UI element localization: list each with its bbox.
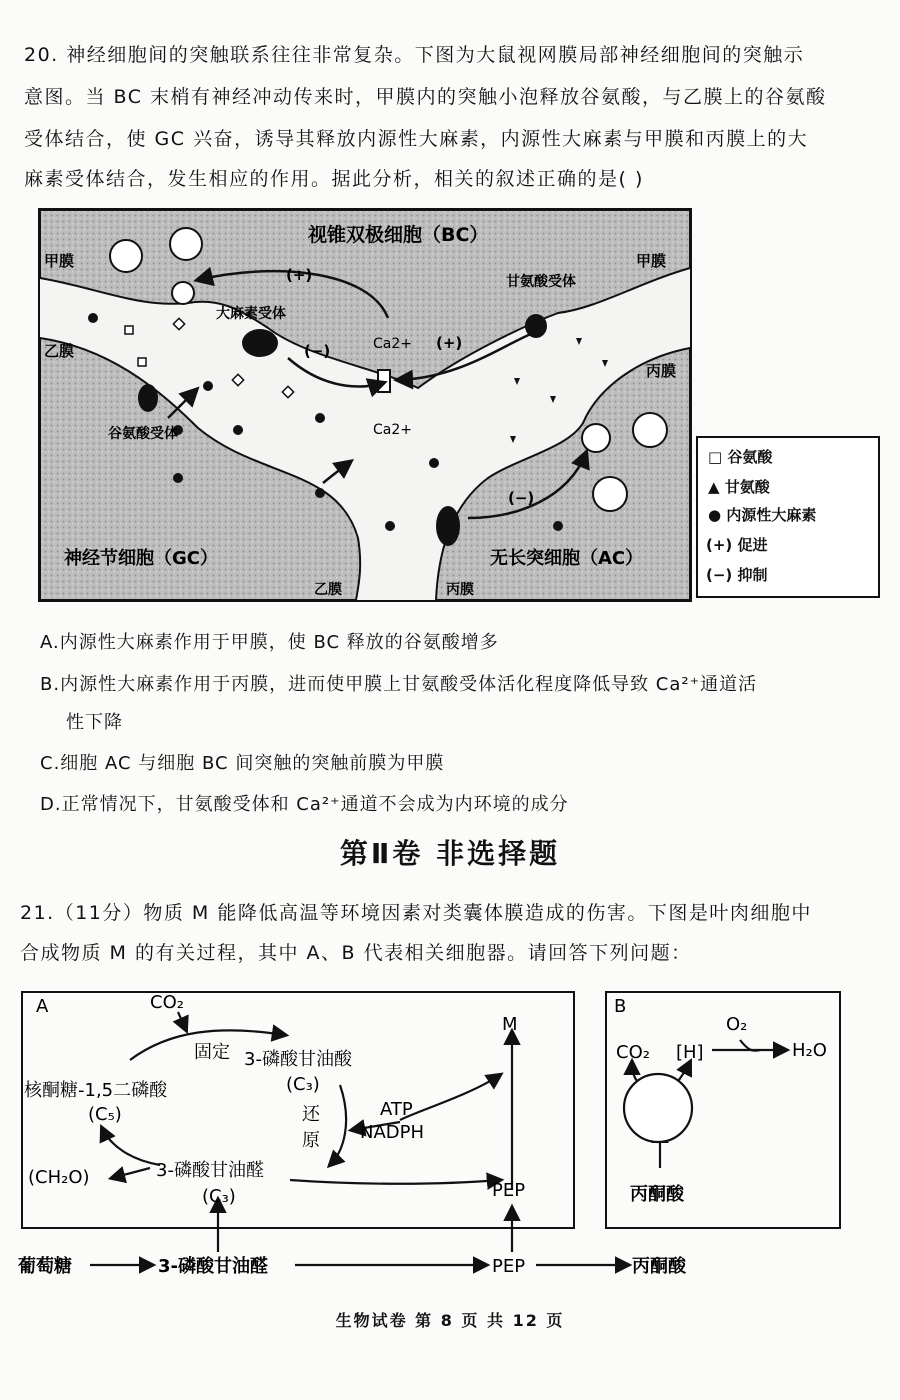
glutamate-icon: □: [708, 448, 723, 466]
pga-label: 3-磷酸甘油酸: [244, 1049, 352, 1070]
b-o2-label: O₂: [726, 1014, 748, 1035]
legend-item-cannabinoid: ● 内源性大麻素: [708, 506, 817, 524]
synapse-diagram: [38, 208, 692, 602]
section-title: 第Ⅱ卷 非选择题: [339, 837, 561, 870]
legend-item-glutamate: □ 谷氨酸: [708, 448, 773, 466]
bing-right-label: 丙膜: [646, 362, 677, 380]
yi-left-label: 乙膜: [44, 342, 75, 360]
m-label: M: [502, 1014, 518, 1035]
vesicle-icon: [170, 228, 202, 260]
pep-outer-label: PEP: [492, 1256, 526, 1277]
b-pyruvate-label: 丙酮酸: [630, 1184, 684, 1205]
cannabinoid-icon: ●: [708, 506, 722, 524]
ca-channel-icon: [378, 370, 390, 392]
pep-inner-label: PEP: [492, 1180, 526, 1201]
rubp-label: 核酮糖-1,5二磷酸: [24, 1080, 168, 1101]
b-co2-label: CO₂: [616, 1042, 650, 1063]
legend: [696, 436, 880, 598]
vesicle-icon: [110, 240, 142, 272]
promote-label-2: (+): [436, 334, 463, 352]
q20-line-2: 意图。当 BC 末梢有神经冲动传来时，甲膜内的突触小泡释放谷氨酸，与乙膜上的谷氨酸: [24, 86, 827, 108]
legend-item-promote: (+) 促进: [706, 536, 768, 554]
option-d: D.正常情况下，甘氨酸受体和 Ca²⁺通道不会成为内环境的成分: [40, 794, 569, 815]
jia-left-label: 甲膜: [44, 252, 75, 270]
jia-right-label: 甲膜: [636, 252, 667, 270]
cannabinoid-receptor-label: 大麻素受体: [216, 306, 286, 322]
option-a: A.内源性大麻素作用于甲膜，使 BC 释放的谷氨酸增多: [40, 632, 499, 653]
nadph-label: NADPH: [360, 1122, 425, 1143]
glycine-receptor-label: 甘氨酸受体: [506, 274, 576, 290]
pyruvate-outer-label: 丙酮酸: [632, 1256, 686, 1277]
yi-bottom-label: 乙膜: [314, 582, 342, 598]
bc-label: 视锥双极细胞（BC）: [308, 224, 489, 246]
glutamate-receptor-icon: [138, 384, 158, 412]
option-c: C.细胞 AC 与细胞 BC 间突触的突触前膜为甲膜: [40, 753, 445, 774]
box-a-label: A: [36, 996, 49, 1017]
ca-top-label: Ca2+: [373, 336, 412, 352]
legend-item-inhibit: (−) 抑制: [706, 566, 768, 584]
vesicle-icon: [633, 413, 667, 447]
b-h-label: [H]: [676, 1042, 704, 1063]
c3-a-label: (C₃): [286, 1074, 320, 1095]
co2-label: CO₂: [150, 992, 184, 1013]
reduction-label-2: 原: [302, 1130, 320, 1151]
b-matrix-circle: [624, 1074, 692, 1142]
c3-b-label: (C₃): [202, 1186, 236, 1207]
c5-label: (C₅): [88, 1104, 122, 1125]
m-synthesis-diagram: [0, 980, 900, 1290]
reduction-label-1: 还: [302, 1104, 320, 1125]
ca-bottom-label: Ca2+: [373, 422, 412, 438]
g3p-bottom-label: 3-磷酸甘油醛: [158, 1256, 268, 1277]
inhibit-label-2: (−): [508, 489, 535, 507]
bing-bottom-label: 丙膜: [446, 582, 474, 598]
ch2o-label: (CH₂O): [28, 1167, 90, 1188]
ac-label: 无长突细胞（AC）: [490, 548, 644, 569]
cannabinoid-receptor-icon: [436, 506, 460, 546]
legend-item-glycine: ▲ 甘氨酸: [708, 478, 770, 496]
cannabinoid-receptor-icon: [242, 329, 278, 357]
inhibit-label-1: (−): [304, 342, 331, 360]
q20-line-1: 20. 神经细胞间的突触联系往往非常复杂。下图为大鼠视网膜局部神经细胞间的突触示: [24, 44, 805, 66]
option-b: B.内源性大麻素作用于丙膜，进而使甲膜上甘氨酸受体活化程度降低导致 Ca²⁺通道活: [40, 674, 758, 695]
gc-label: 神经节细胞（GC）: [64, 548, 218, 569]
vesicle-icon: [593, 477, 627, 511]
q21-line-1: 21.（11分）物质 M 能降低高温等环境因素对类囊体膜造成的伤害。下图是叶肉细胞中: [20, 902, 812, 924]
g3p-label: 3-磷酸甘油醛: [156, 1160, 264, 1181]
q21-line-2: 合成物质 M 的有关过程，其中 A、B 代表相关细胞器。请回答下列问题：: [20, 942, 692, 964]
page-footer: 生物试卷 第 8 页 共 12 页: [335, 1311, 565, 1330]
atp-label: ATP: [380, 1099, 413, 1120]
glucose-label: 葡萄糖: [18, 1256, 72, 1277]
glycine-icon: ▲: [708, 478, 720, 496]
b-h2o-label: H₂O: [792, 1040, 827, 1061]
glutamate-receptor-label: 谷氨酸受体: [108, 426, 178, 442]
q20-line-3: 受体结合，使 GC 兴奋，诱导其释放内源性大麻素，内源性大麻素与甲膜和丙膜上的大: [24, 128, 809, 150]
q20-line-4: 麻素受体结合，发生相应的作用。据此分析，相关的叙述正确的是( ): [24, 168, 644, 190]
option-b-cont: 性下降: [66, 712, 123, 733]
promote-label-1: (+): [286, 266, 313, 284]
fixation-label: 固定: [194, 1042, 230, 1063]
box-b-label: B: [614, 996, 627, 1017]
